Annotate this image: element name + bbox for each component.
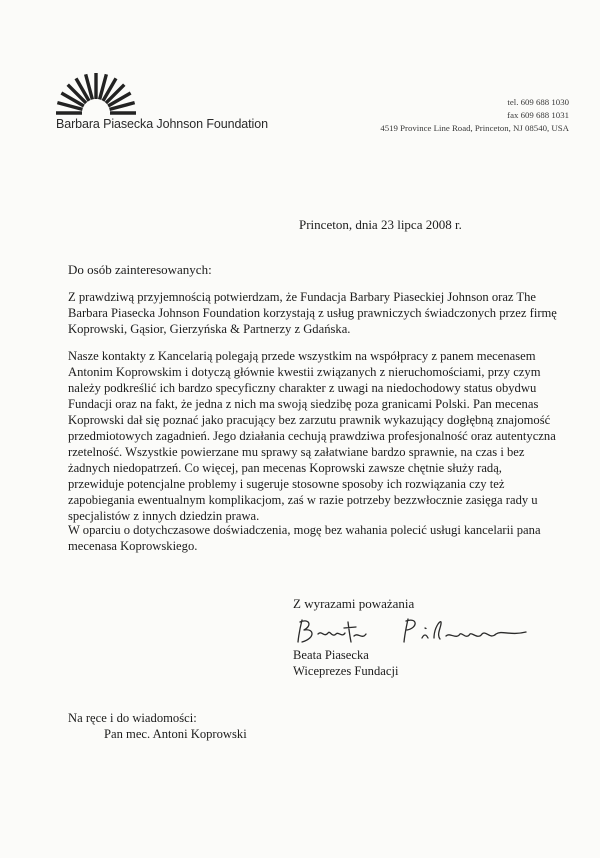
letter-date: Princeton, dnia 23 lipca 2008 r. <box>299 217 462 232</box>
paragraph-line: Koprowski, Gąsior, Gierzyńska & Partnerzy z Gdańska. <box>68 322 351 336</box>
paragraph-line: Fundacji oraz na fakt, że jedna z nich ma swoją siedzibę poza granicami Polski. Pan mecenas <box>68 397 539 411</box>
contact-block <box>380 96 569 135</box>
paragraph-line: Nasze kontakty z Kancelarią polegają przede wszystkim na współpracy z panem mecenasem <box>68 349 536 363</box>
paragraph-3 <box>68 522 541 554</box>
paragraph-line: przedmiotowych zagadnień. Jego działania cechują prawdziwa profesjonalność oraz autentyczna <box>68 429 556 443</box>
paragraph-line: rzetelność. Wszystkie powierzane mu sprawy są załatwiane bardzo sprawnie, na czas i bez <box>68 445 525 459</box>
salutation: Do osób zainteresowanych: <box>68 262 212 277</box>
foundation-logo-icon <box>56 66 136 116</box>
signature-icon <box>290 612 540 652</box>
paragraph-line: Antonim Koprowskim i dotyczą głównie kwestii związanych z nieruchomościami, przy czym <box>68 365 541 379</box>
paragraph-line: należy podkreślić ich bardzo specyficzny charakter z uwagi na niedochodowy status obydwu <box>68 381 537 395</box>
postal-address: 4519 Province Line Road, Princeton, NJ 08540, USA <box>380 123 569 133</box>
signer-name: Beata Piasecka <box>293 648 369 662</box>
paragraph-line: specjalistów z innych dziedzin prawa. <box>68 509 260 523</box>
paragraph-line: Barbara Piasecka Johnson Foundation korzystają z usług prawniczych świadczonych przez firmę <box>68 306 557 320</box>
paragraph-line: Z prawdziwą przyjemnością potwierdzam, że Fundacja Barbary Piaseckiej Johnson oraz The <box>68 290 537 304</box>
fax-number: fax 609 688 1031 <box>507 110 569 120</box>
paragraph-line: mecenasa Koprowskiego. <box>68 539 198 553</box>
cc-label: Na ręce i do wiadomości: <box>68 711 197 725</box>
paragraph-2 <box>68 348 556 524</box>
closing-phrase: Z wyrazami poważania <box>293 596 415 611</box>
paragraph-line: W oparciu o dotychczasowe doświadczenia, mogę bez wahania polecić usługi kancelarii pana <box>68 523 541 537</box>
phone-number: tel. 609 688 1030 <box>507 97 569 107</box>
paragraph-1 <box>68 289 557 337</box>
cc-recipient: Pan mec. Antoni Koprowski <box>104 727 247 741</box>
paragraph-line: żadnych niedopatrzeń. Co więcej, pan mecenas Koprowski zawsze chętnie służy radą, <box>68 461 502 475</box>
paragraph-line: Koprowski dał się poznać jako pracujący bez zarzutu prawnik wykazujący dogłębną znajomość <box>68 413 551 427</box>
signer-title: Wiceprezes Fundacji <box>293 664 399 678</box>
paragraph-line: zapobiegania ewentualnym komplikacjom, zaś w razie potrzeby bezzwłocznie zasięga rady u <box>68 493 538 507</box>
paragraph-line: przewiduje potencjalne problemy i sugeruje stosowne sposoby ich rozwiązania czy też <box>68 477 505 491</box>
org-name: Barbara Piasecka Johnson Foundation <box>56 117 268 131</box>
